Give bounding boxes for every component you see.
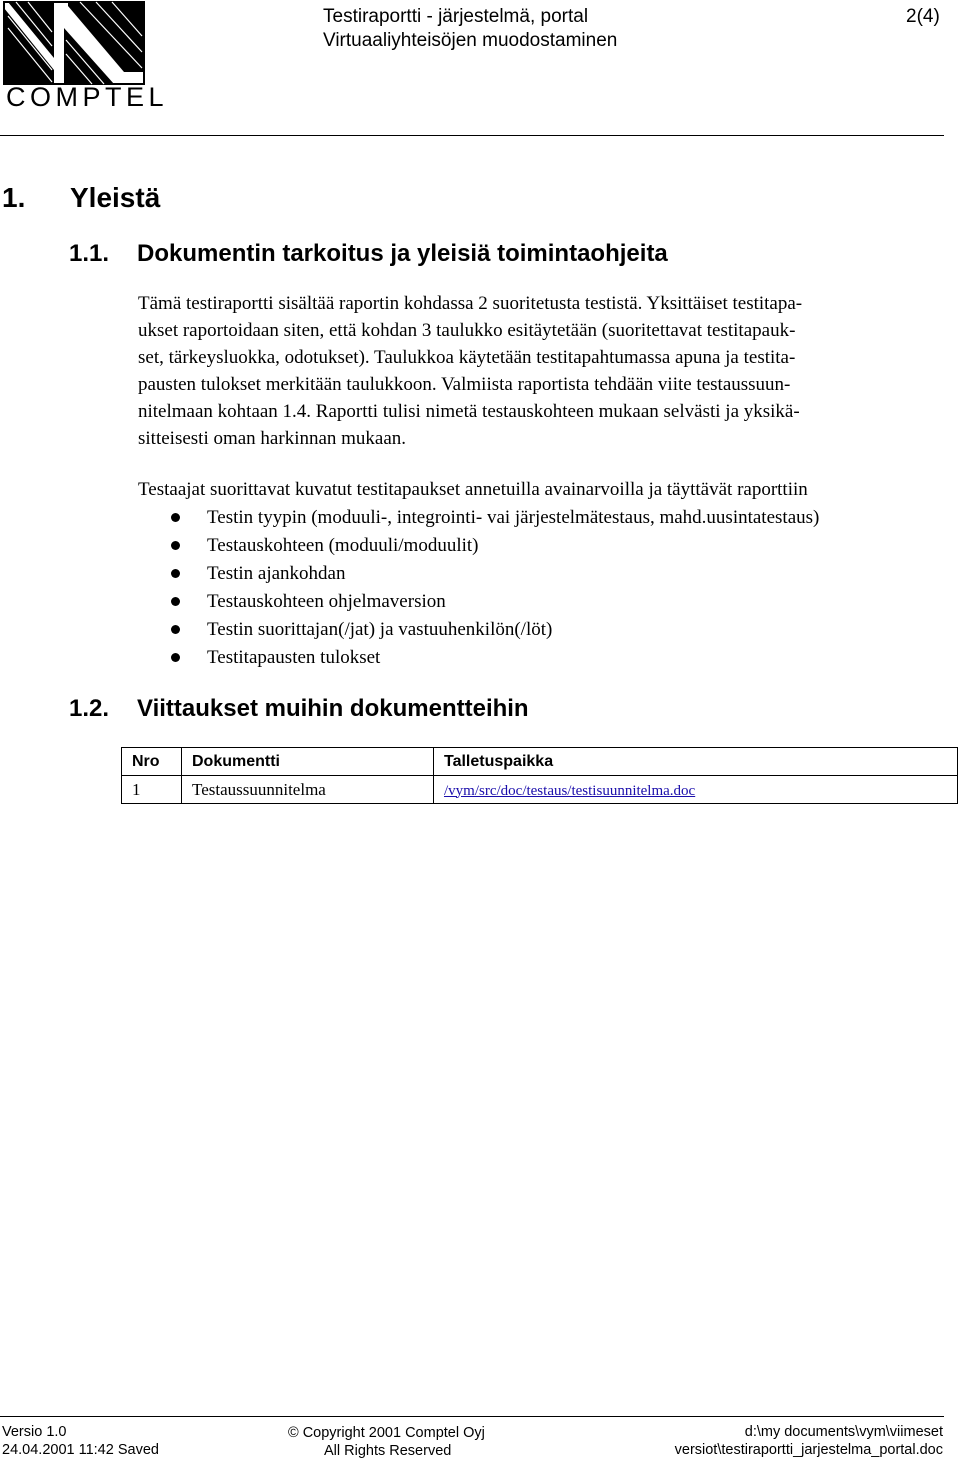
section-1-1-title: Dokumentin tarkoitus ja yleisiä toimintaohjeita <box>137 240 668 267</box>
footer-divider <box>0 1416 944 1417</box>
bullet-icon <box>171 541 180 550</box>
references-table <box>121 747 958 804</box>
bullet-item: Testin tyypin (moduuli-, integrointi- vai järjestelmätestaus, mahd.uusintatestaus) <box>207 507 820 528</box>
document-title: Testiraportti - järjestelmä, portal <box>323 6 589 27</box>
table-header-row <box>122 748 958 776</box>
bullet-icon <box>171 597 180 606</box>
section-1-title: Yleistä <box>70 182 161 213</box>
table-cell: 1 <box>122 776 182 804</box>
bullet-item: Testauskohteen (moduuli/moduulit) <box>207 535 479 556</box>
paragraph-line: set, tärkeysluokka, odotukset). Taulukkoa käytetään testitapahtumassa apuna ja testita- <box>138 347 796 368</box>
bullet-item: Testin suorittajan(/jat) ja vastuuhenkilön(/löt) <box>207 619 553 640</box>
bullet-item: Testauskohteen ohjelmaversion <box>207 591 446 612</box>
section-1-1-number: 1.1. <box>69 240 110 267</box>
logo-mark-icon <box>4 2 144 84</box>
table-header-cell: Nro <box>122 748 182 776</box>
table-header-cell: Talletuspaikka <box>434 748 958 776</box>
footer-copyright: © Copyright 2001 Comptel Oyj <box>288 1425 485 1441</box>
paragraph-line: Tämä testiraportti sisältää raportin kohdassa 2 suoritetusta testistä. Yksittäiset testitapa- <box>138 293 803 314</box>
bullet-item: Testin ajankohdan <box>207 563 346 584</box>
footer-version: Versio 1.0 <box>2 1424 67 1440</box>
bullet-icon <box>171 653 180 662</box>
header-divider <box>0 135 944 136</box>
paragraph-line: nitelmaan kohtaan 1.4. Raportti tulisi nimetä testauskohteen mukaan selvästi ja yksikä- <box>138 401 800 422</box>
table-row <box>122 776 958 804</box>
section-1-number: 1. <box>2 182 26 213</box>
bullet-icon <box>171 569 180 578</box>
bullet-intro: Testaajat suorittavat kuvatut testitapaukset annetuilla avainarvoilla ja täyttävät raporttiin <box>138 479 808 500</box>
logo-text: COMPTEL <box>6 82 169 112</box>
bullet-item: Testitapausten tulokset <box>207 647 381 668</box>
table-cell <box>434 776 958 804</box>
section-1-2-number: 1.2. <box>69 695 110 722</box>
bullet-icon <box>171 625 180 634</box>
footer-file-name: versiot\testiraportti_jarjestelma_portal.doc <box>674 1442 943 1458</box>
table-cell: Testaussuunnitelma <box>182 776 434 804</box>
paragraph-line: sitteisesti oman harkinnan mukaan. <box>138 428 407 449</box>
footer-rights: All Rights Reserved <box>324 1443 452 1459</box>
document-subtitle: Virtuaaliyhteisöjen muodostaminen <box>323 30 618 51</box>
footer-saved-date: 24.04.2001 11:42 Saved <box>2 1442 159 1458</box>
footer-file-path: d:\my documents\vym\viimeset <box>744 1424 943 1440</box>
bullet-icon <box>171 513 180 522</box>
section-1-2-title: Viittaukset muihin dokumentteihin <box>137 695 529 722</box>
page-number: 2(4) <box>906 6 940 27</box>
comptel-logo <box>4 2 169 112</box>
document-location-link[interactable]: /vym/src/doc/testaus/testisuunnitelma.doc <box>444 782 696 799</box>
paragraph-line: pausten tulokset merkitään taulukkoon. Valmiista raportista tehdään viite testaussuun- <box>138 374 791 395</box>
paragraph-line: ukset raportoidaan siten, että kohdan 3 taulukko esitäytetään (suoritettavat testitapauk- <box>138 320 796 341</box>
table-header-cell: Dokumentti <box>182 748 434 776</box>
